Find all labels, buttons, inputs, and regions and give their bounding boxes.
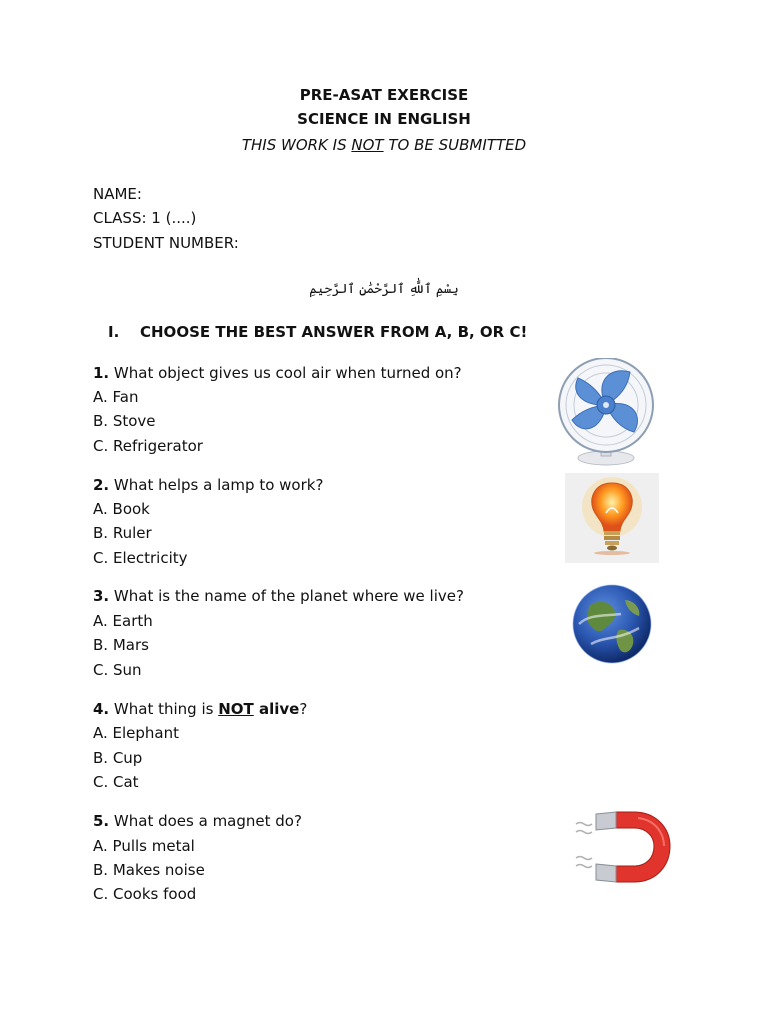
option-c: C. Sun <box>93 661 142 679</box>
question-text-end: ? <box>299 700 308 718</box>
option-b: B. Stove <box>93 412 156 430</box>
question-text-alive: alive <box>253 700 300 718</box>
question-2 <box>93 476 323 494</box>
question-number: 1. <box>93 364 110 382</box>
earth-icon <box>569 584 655 664</box>
question-text: What is the name of the planet where we live? <box>113 587 464 605</box>
section-heading <box>108 323 527 341</box>
option-a: A. Earth <box>93 612 153 630</box>
question-1 <box>93 364 462 382</box>
option-a: A. Fan <box>93 388 139 406</box>
submission-note-emphasis: NOT <box>351 136 384 154</box>
fan-icon <box>550 358 662 468</box>
option-c: C. Cooks food <box>93 885 197 903</box>
question-text: What helps a lamp to work? <box>113 476 324 494</box>
question-text-not: NOT <box>218 700 254 718</box>
question-number: 5. <box>93 812 110 830</box>
question-text: What object gives us cool air when turned on? <box>113 364 462 382</box>
option-c: C. Electricity <box>93 549 188 567</box>
basmala: بِسْمِ ٱللَّٰهِ ٱلرَّحْمَٰنِ ٱلرَّحِيمِ <box>309 282 459 297</box>
question-number: 4. <box>93 700 110 718</box>
name-label: NAME: <box>93 185 142 203</box>
question-text: What does a magnet do? <box>113 812 302 830</box>
student-number-label: STUDENT NUMBER: <box>93 234 239 252</box>
option-a: A. Book <box>93 500 150 518</box>
option-c: C. Cat <box>93 773 139 791</box>
question-number: 2. <box>93 476 110 494</box>
subject-title: SCIENCE IN ENGLISH <box>297 110 471 128</box>
option-a: A. Elephant <box>93 724 180 742</box>
question-5 <box>93 812 302 830</box>
option-b: B. Ruler <box>93 524 152 542</box>
question-number: 3. <box>93 587 110 605</box>
worksheet-title: PRE-ASAT EXERCISE <box>299 86 469 104</box>
magnet-icon <box>572 808 672 888</box>
question-3 <box>93 587 464 605</box>
option-a: A. Pulls metal <box>93 837 195 855</box>
section-title: CHOOSE THE BEST ANSWER FROM A, B, OR C! <box>140 323 528 341</box>
question-text-start: What thing is <box>113 700 219 718</box>
option-b: B. Mars <box>93 636 149 654</box>
question-4 <box>93 700 307 718</box>
option-b: B. Makes noise <box>93 861 205 879</box>
option-c: C. Refrigerator <box>93 437 203 455</box>
option-b: B. Cup <box>93 749 143 767</box>
light-bulb-icon <box>565 473 659 563</box>
submission-note <box>0 136 768 154</box>
section-numeral: I. <box>108 323 120 341</box>
class-label: CLASS: 1 (....) <box>93 209 197 227</box>
submission-note-end: TO BE SUBMITTED <box>383 136 527 154</box>
submission-note-start: THIS WORK IS <box>241 136 352 154</box>
